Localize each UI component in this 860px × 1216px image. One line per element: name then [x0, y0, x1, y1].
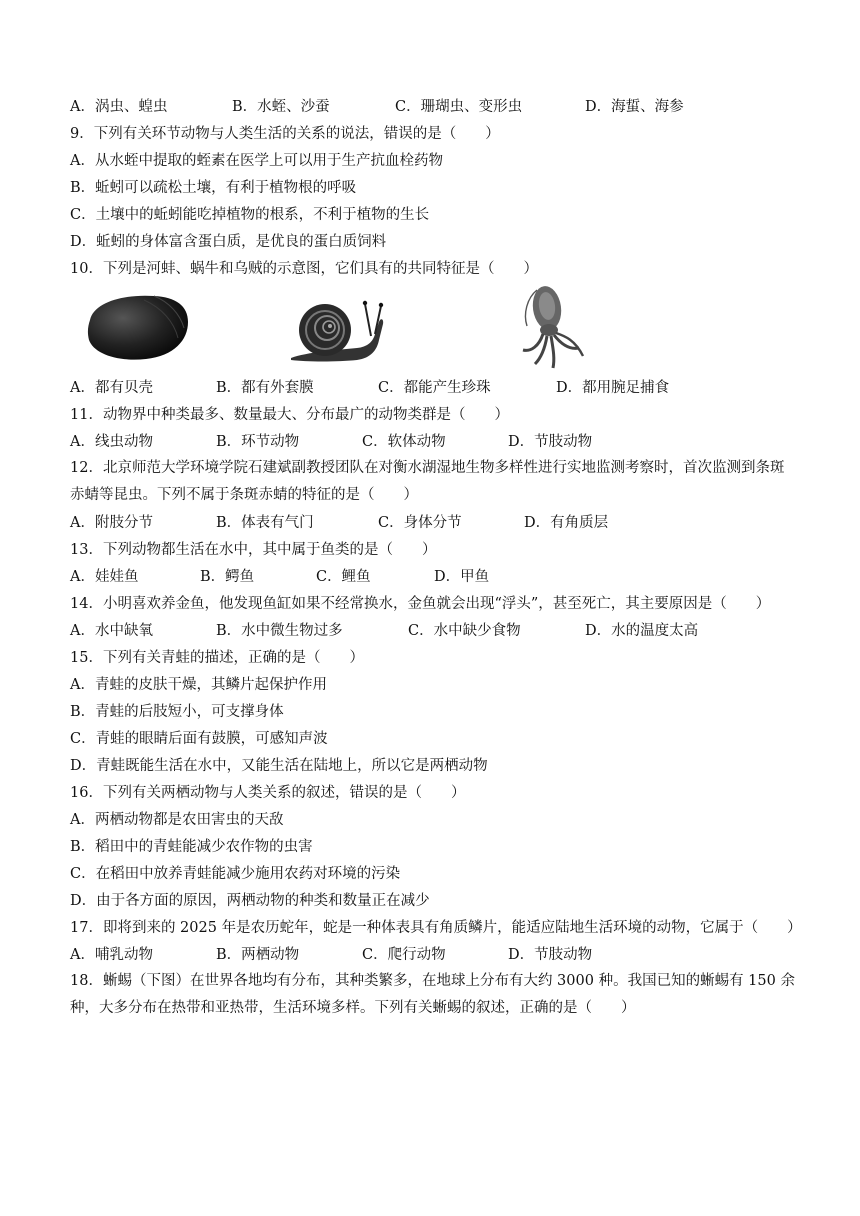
q16-option-c: C．在稻田中放养青蛙能减少施用农药对环境的污染	[70, 866, 401, 882]
q12-option-b: B．体表有气门	[216, 515, 314, 531]
squid-image	[513, 284, 593, 370]
q12-option-c: C．身体分节	[378, 515, 462, 531]
q11-option-c: C．软体动物	[362, 434, 446, 450]
q9-stem: 9．下列有关环节动物与人类生活的关系的说法，错误的是（ ）	[70, 126, 500, 142]
q12-option-a: A．附肢分节	[70, 515, 153, 531]
q12-option-d: D．有角质层	[524, 515, 609, 531]
q14-stem: 14．小明喜欢养金鱼，他发现鱼缸如果不经常换水，金鱼就会出现“浮头”，甚至死亡，其主要原因是（ ）	[70, 596, 771, 612]
q14-option-d: D．水的温度太高	[585, 623, 699, 639]
q9-option-c: C．土壤中的蚯蚓能吃掉植物的根系，不利于植物的生长	[70, 207, 430, 223]
q13-stem: 13．下列动物都生活在水中，其中属于鱼类的是（ ）	[70, 542, 437, 558]
q13-option-d: D．甲鱼	[434, 569, 490, 585]
q9-option-b: B．蚯蚓可以疏松土壤，有利于植物根的呼吸	[70, 180, 357, 196]
q9-option-d: D．蚯蚓的身体富含蛋白质，是优良的蛋白质饲料	[70, 234, 387, 250]
q17-option-d: D．节肢动物	[508, 947, 593, 963]
snail-image	[287, 292, 387, 364]
q15-stem: 15．下列有关青蛙的描述，正确的是（ ）	[70, 650, 364, 666]
q8-option-a: A．涡虫、蝗虫	[70, 99, 168, 115]
q16-stem: 16．下列有关两栖动物与人类关系的叙述，错误的是（ ）	[70, 785, 466, 801]
q11-option-a: A．线虫动物	[70, 434, 153, 450]
q10-option-c: C．都能产生珍珠	[378, 380, 491, 396]
q12-stem: 12．北京师范大学环境学院石建斌副教授团队在对衡水湖湿地生物多样性进行实地监测考察时，首次监测到条斑赤蜻等昆虫。下列不属于条斑赤蜻的特征的是（ ）	[70, 460, 785, 503]
q9-option-a: A．从水蛭中提取的蛭素在医学上可以用于生产抗血栓药物	[70, 153, 443, 169]
q10-option-d: D．都用腕足捕食	[556, 380, 670, 396]
q10-option-a: A．都有贝壳	[70, 380, 153, 396]
q13-option-a: A．娃娃鱼	[70, 569, 139, 585]
q14-option-a: A．水中缺氧	[70, 623, 153, 639]
q10-stem: 10．下列是河蚌、蜗牛和乌贼的示意图，它们具有的共同特征是（ ）	[70, 261, 538, 277]
q13-option-c: C．鲤鱼	[316, 569, 371, 585]
q15-option-d: D．青蛙既能生活在水中，又能生活在陆地上，所以它是两栖动物	[70, 758, 488, 774]
q17-stem: 17．即将到来的 2025 年是农历蛇年，蛇是一种体表具有角质鳞片，能适应陆地生活环境的动物，它属于（ ）	[70, 920, 802, 936]
q17-option-a: A．哺乳动物	[70, 947, 153, 963]
q10-figures	[0, 284, 860, 374]
q18-stem: 18．蜥蜴（下图）在世界各地均有分布，其种类繁多，在地球上分布有大约 3000 种。我国已知的蜥蜴有 150 余种，大多分布在热带和亚热带，生活环境多样。下列有关蜥蜴的叙述，正确的是（ ）	[70, 973, 795, 1016]
q17-option-c: C．爬行动物	[362, 947, 446, 963]
q15-option-b: B．青蛙的后肢短小，可支撑身体	[70, 704, 284, 720]
q13-option-b: B．鳄鱼	[200, 569, 255, 585]
q15-option-a: A．青蛙的皮肤干燥，其鳞片起保护作用	[70, 677, 327, 693]
q11-stem: 11．动物界中种类最多、数量最大、分布最广的动物类群是（ ）	[70, 407, 509, 423]
q17-option-b: B．两栖动物	[216, 947, 300, 963]
q11-option-d: D．节肢动物	[508, 434, 593, 450]
q16-option-b: B．稻田中的青蛙能减少农作物的虫害	[70, 839, 313, 855]
q16-option-d: D．由于各方面的原因，两栖动物的种类和数量正在减少	[70, 893, 430, 909]
q8-option-c: C．珊瑚虫、变形虫	[395, 99, 523, 115]
q16-option-a: A．两栖动物都是农田害虫的天敌	[70, 812, 284, 828]
q11-option-b: B．环节动物	[216, 434, 300, 450]
clam-image	[84, 292, 192, 362]
q8-option-b: B．水蛭、沙蚕	[232, 99, 330, 115]
q15-option-c: C．青蛙的眼睛后面有鼓膜，可感知声波	[70, 731, 328, 747]
q8-option-d: D．海蜇、海参	[585, 99, 684, 115]
q10-option-b: B．都有外套膜	[216, 380, 314, 396]
q14-option-b: B．水中微生物过多	[216, 623, 343, 639]
q14-option-c: C．水中缺少食物	[408, 623, 521, 639]
